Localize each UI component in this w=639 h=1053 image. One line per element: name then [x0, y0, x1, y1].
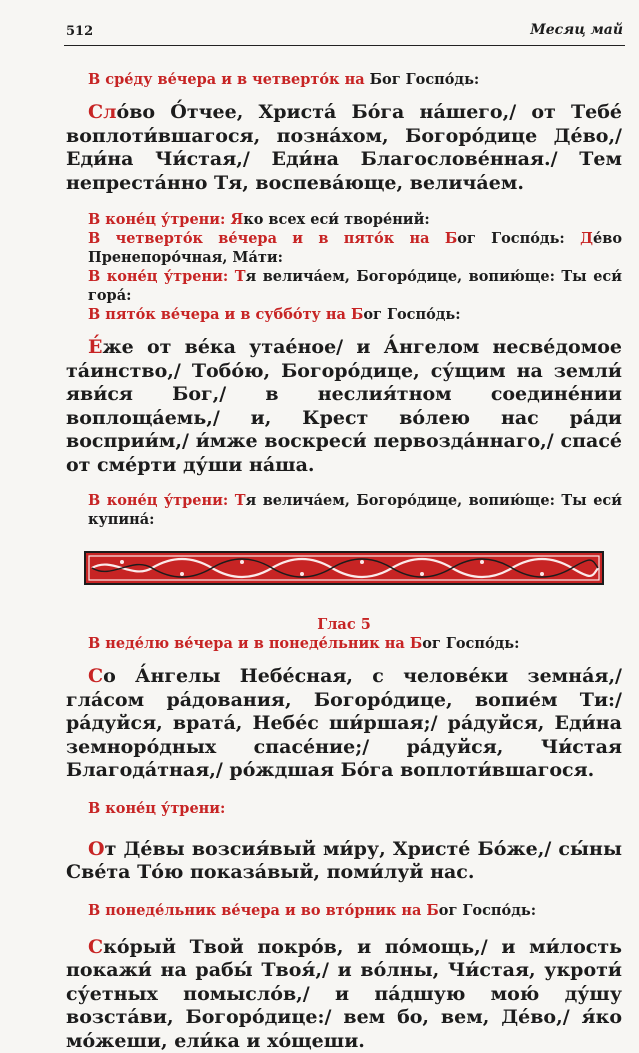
initial-letter: С	[88, 935, 104, 958]
initial-letter: С	[88, 665, 104, 687]
initial-letter: Сл	[88, 101, 117, 123]
troparion-4: От Де́вы возсия́вый ми́ру, Христе́ Бо́же,/ сы́ны Све́та То́ю показа́вый, поми́луй нас.	[66, 837, 622, 883]
initial-letter: Е́	[88, 336, 103, 358]
initial-letter: О	[88, 837, 105, 860]
troparion-1: Сло́во О́тчее, Христа́ Бо́га на́шего,/ от Тебе́ воплоти́вшагося, позна́хом, Богоро́дице Де́во,/ Еди́на Чи́стая,/ Еди́на Благослове́нная./ Тем непреста́нно Тя, воспева́юще, велича́ем.	[66, 101, 622, 194]
rubric-block-2	[88, 210, 622, 324]
rubric-thursday: В четверто́к ве́чера и в пято́к на Бог Госпо́дь: Де́во Пренепоро́чная, Ма́ти:	[88, 230, 622, 266]
ornament-vine	[86, 553, 602, 583]
rubric-wednesday: В сре́ду ве́чера и в четверто́к на Бог Госпо́дь:	[88, 71, 480, 88]
page-content	[66, 70, 622, 1053]
header-rule	[64, 45, 625, 46]
ornament-wrap	[66, 551, 622, 585]
rubric-end-matins-1: В коне́ц у́трени: Яко всех еси́ творе́ний:	[88, 211, 430, 228]
ornament-band	[84, 551, 604, 585]
troparion-2: Е́же от ве́ка утае́ное/ и А́нгелом несве́домое та́инство,/ Тобо́ю, Богоро́дице, су́щим на земли́ яви́ся Бог,/ в неслия́тном соедине́нии воплоща́емь,/ и, Крест во́лею нас ра́ди восприи́м,/ и́мже воскреси́ первозда́ннаго,/ спасе́ от сме́рти ду́ши на́ша.	[66, 336, 622, 476]
troparion-5: Ско́рый Твой покро́в, и по́мощь,/ и ми́лость покажи́ на рабы́ Твоя́,/ и во́лны, Чи́стая, укроти́ су́етных помысло́в,/ и па́дшую мою́ ду́шу возста́ви, Богоро́дице:/ вем бо, вем, Де́во,/ я́ко мо́жеши, ели́ка и хо́щеши.	[66, 935, 622, 1052]
rubric-monday: В понеде́льник ве́чера и во вто́рник на Бог Госпо́дь:	[88, 901, 537, 919]
troparion-3: Со А́нгелы Небе́сная, с челове́ки земна́я,/ гла́сом ра́дования, Богоро́дице, вопие́м Ти:/ ра́дуйся, врата́, Небе́с ши́ршая;/ ра́дуйся, Еди́на земноро́дных спасе́ние;/ ра́дуйся, Чи́стая Благода́тная,/ ро́ждшая Бо́га воплоти́вшагося.	[66, 665, 622, 781]
glas-heading: Глас 5	[317, 616, 371, 633]
running-title: Месяц май	[530, 22, 623, 38]
rubric-end-matins-4: В коне́ц у́трени:	[88, 799, 226, 817]
rubric-end-matins-3: В коне́ц у́трени: Тя велича́ем, Богоро́дице, вопию́ще: Ты еси́ купина́:	[88, 492, 623, 528]
rubric-sunday: В неде́лю ве́чера и в понеде́льник на Бог Госпо́дь:	[88, 635, 520, 652]
rubric-friday: В пято́к ве́чера и в суббо́ту на Бог Госпо́дь:	[88, 306, 461, 323]
page-number: 512	[66, 24, 94, 39]
rubric-end-matins-2: В коне́ц у́трени: Тя велича́ем, Богоро́дице, вопию́ще: Ты еси́ гора́:	[88, 268, 623, 304]
